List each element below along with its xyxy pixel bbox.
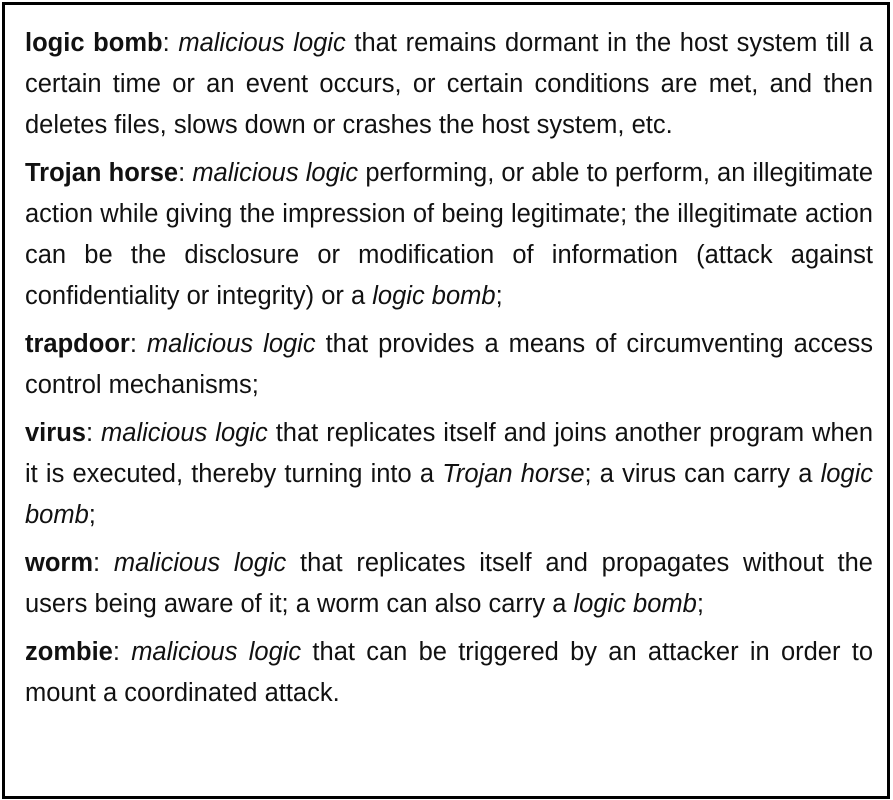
definition-text: ; (495, 282, 503, 310)
definition-term: virus (25, 419, 86, 447)
definition-text: : (129, 330, 147, 358)
definition-text-italic: malicious logic (178, 29, 346, 57)
definition-text: ; (696, 590, 704, 618)
definition-text: : (162, 29, 179, 57)
definition-text: : (93, 549, 114, 577)
definition-text-italic: logic bomb (372, 282, 496, 310)
definition-entry (25, 324, 873, 406)
definitions-list (25, 23, 873, 721)
definition-text-italic: malicious logic (101, 419, 268, 447)
definition-term: Trojan horse (25, 159, 179, 187)
definition-term: trapdoor (25, 330, 130, 358)
definition-text: : (178, 159, 193, 187)
definitions-box (2, 2, 890, 799)
definition-text: : (112, 638, 132, 666)
definition-text: that provides a means of circumventing access control mechanisms; (25, 330, 873, 399)
definition-text-italic: malicious logic (146, 330, 316, 358)
definition-term: worm (25, 549, 94, 577)
definition-entry (25, 543, 873, 625)
definition-term: zombie (25, 638, 113, 666)
definition-text-italic: malicious logic (192, 159, 359, 187)
definition-text: performing, or able to perform, an illegitimate action while giving the impression of being legitimate; the illegitimate action can be the disclosure or modification of information (attack against confidentiality or integrity) or a (25, 159, 874, 310)
definition-entry (25, 413, 873, 536)
definition-text: that can be triggered by an attacker in order to mount a coordinated attack. (25, 638, 873, 707)
definition-text-italic: malicious logic (131, 638, 302, 666)
definition-entry (25, 632, 873, 714)
definition-entry (25, 23, 873, 146)
definition-text: ; a virus can carry a (584, 460, 821, 488)
definition-text: that replicates itself and propagates without the users being aware of it; a worm can also carry a (25, 549, 873, 618)
definition-text-italic: malicious logic (113, 549, 287, 577)
definition-text: that remains dormant in the host system till a certain time or an event occurs, or certain conditions are met, and then deletes files, slows down or crashes the host system, etc. (25, 29, 873, 139)
definition-text: : (85, 419, 102, 447)
definition-text: ; (88, 501, 96, 529)
definition-term: logic bomb (25, 29, 163, 57)
definition-text-italic: logic bomb (573, 590, 697, 618)
definition-text-italic: logic bomb (25, 460, 874, 529)
definition-text: that replicates itself and joins another program when it is executed, thereby turning into a (25, 419, 873, 488)
definition-entry (25, 153, 873, 317)
definition-text-italic: Trojan horse (442, 460, 585, 488)
